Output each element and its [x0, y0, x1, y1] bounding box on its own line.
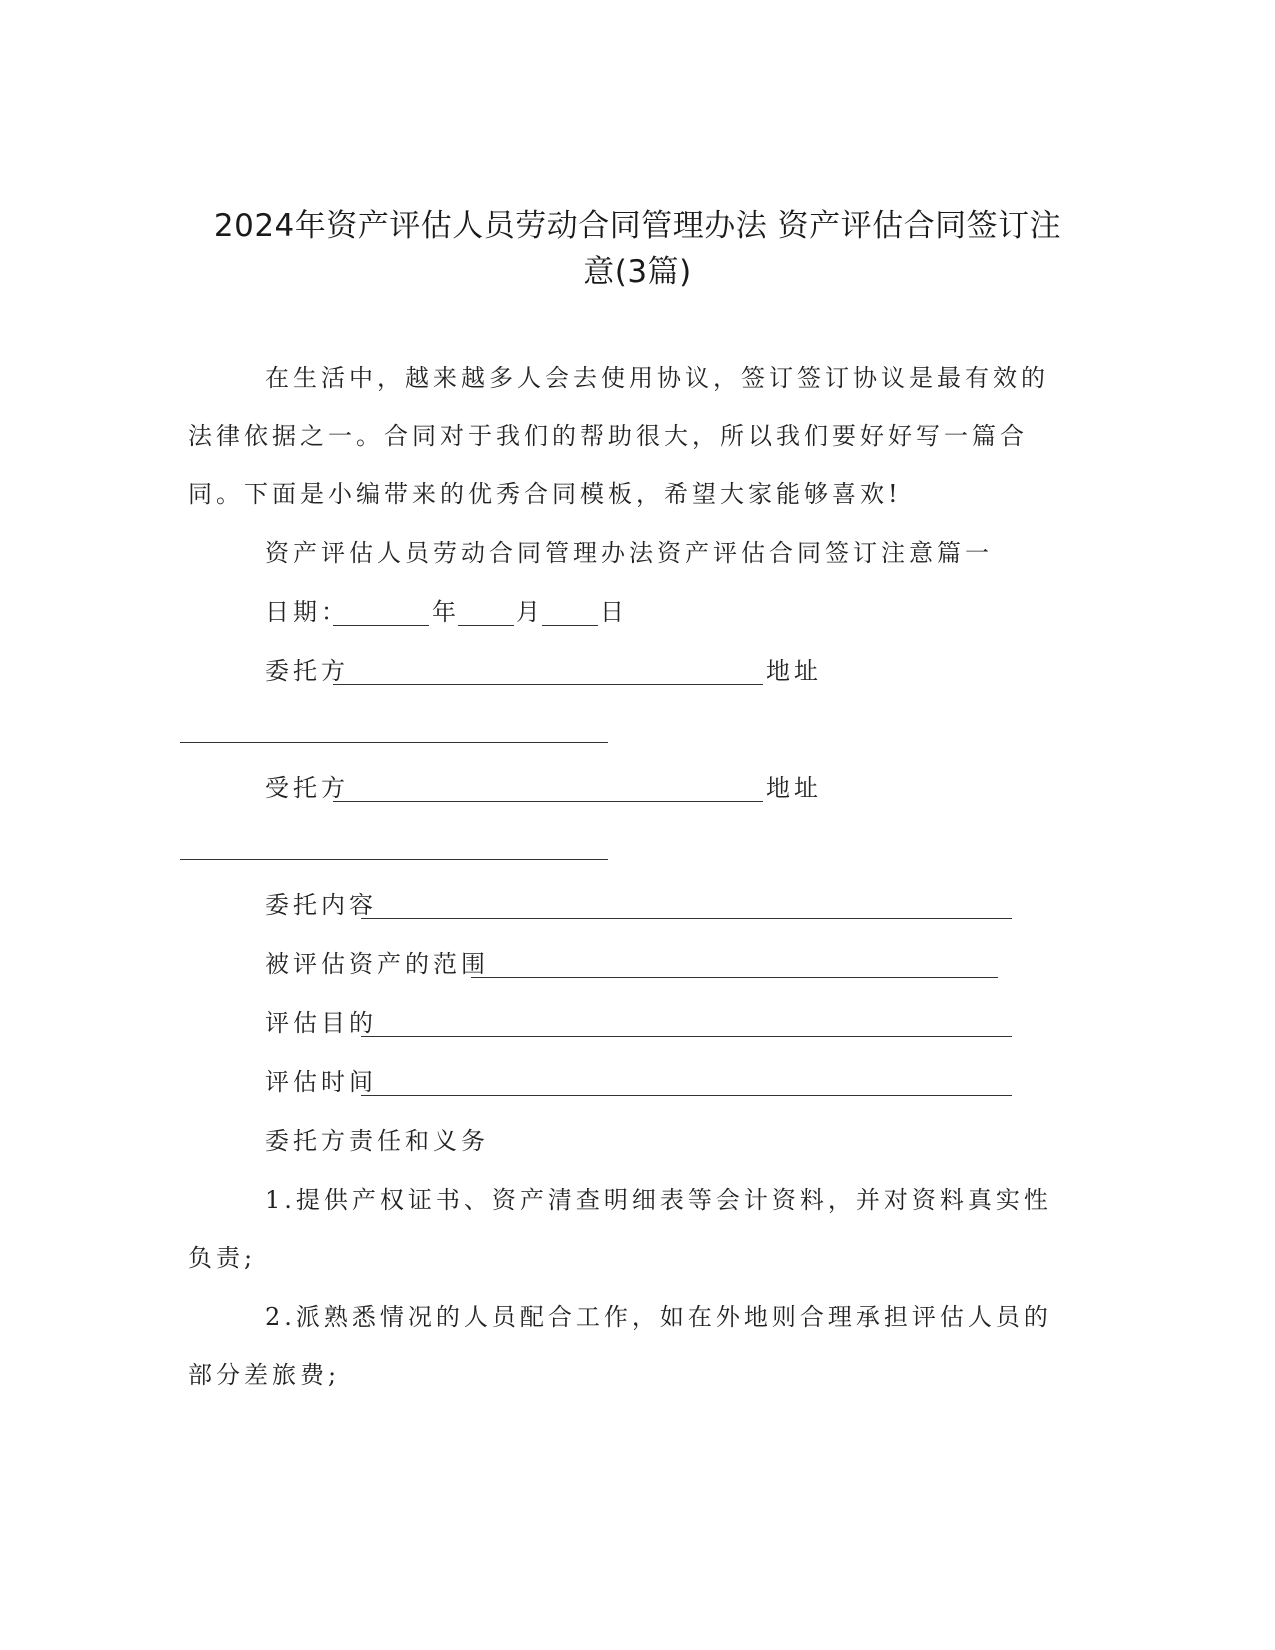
intro-line-1: 在生活中，越来越多人会去使用协议，签订签订协议是最有效的 — [265, 364, 1049, 392]
duties-heading: 委托方责任和义务 — [265, 1127, 489, 1155]
date-year-label: 年 — [432, 598, 460, 626]
content-label: 委托内容 — [265, 891, 377, 919]
content-blank — [361, 918, 1012, 919]
purpose-blank — [361, 1036, 1012, 1037]
title-line-2: 意(3篇) — [583, 254, 692, 290]
title-line-1: 2024年资产评估人员劳动合同管理办法 资产评估合同签订注 — [213, 208, 1062, 244]
document-title — [150, 203, 1125, 295]
trustee-blank — [333, 801, 763, 802]
section-heading: 资产评估人员劳动合同管理办法资产评估合同签订注意篇一 — [265, 539, 993, 567]
client-address-blank — [180, 742, 608, 743]
duty-item-2-line-1: 2.派熟悉情况的人员配合工作，如在外地则合理承担评估人员的 — [265, 1303, 1052, 1331]
trustee-label: 受托方 — [265, 774, 349, 802]
scope-blank — [471, 977, 998, 978]
time-label: 评估时间 — [265, 1068, 377, 1096]
date-label: 日期： — [265, 598, 349, 626]
date-day-label: 日 — [600, 598, 628, 626]
date-month-label: 月 — [516, 598, 544, 626]
client-address-label: 地址 — [766, 657, 822, 685]
duty-item-1-line-2: 负责; — [188, 1244, 257, 1272]
trustee-address-blank — [180, 859, 608, 860]
intro-line-2: 法律依据之一。合同对于我们的帮助很大，所以我们要好好写一篇合 — [188, 422, 1028, 450]
date-month-blank — [458, 625, 514, 626]
duty-item-2-line-2: 部分差旅费; — [188, 1361, 341, 1389]
intro-line-3: 同。下面是小编带来的优秀合同模板，希望大家能够喜欢! — [188, 480, 902, 508]
scope-label: 被评估资产的范围 — [265, 950, 489, 978]
time-blank — [361, 1095, 1012, 1096]
trustee-address-label: 地址 — [766, 774, 822, 802]
date-day-blank — [542, 625, 598, 626]
purpose-label: 评估目的 — [265, 1009, 377, 1037]
client-label: 委托方 — [265, 657, 349, 685]
client-blank — [333, 684, 763, 685]
duty-item-1-line-1: 1.提供产权证书、资产清查明细表等会计资料，并对资料真实性 — [265, 1186, 1052, 1214]
date-year-blank — [333, 625, 429, 626]
